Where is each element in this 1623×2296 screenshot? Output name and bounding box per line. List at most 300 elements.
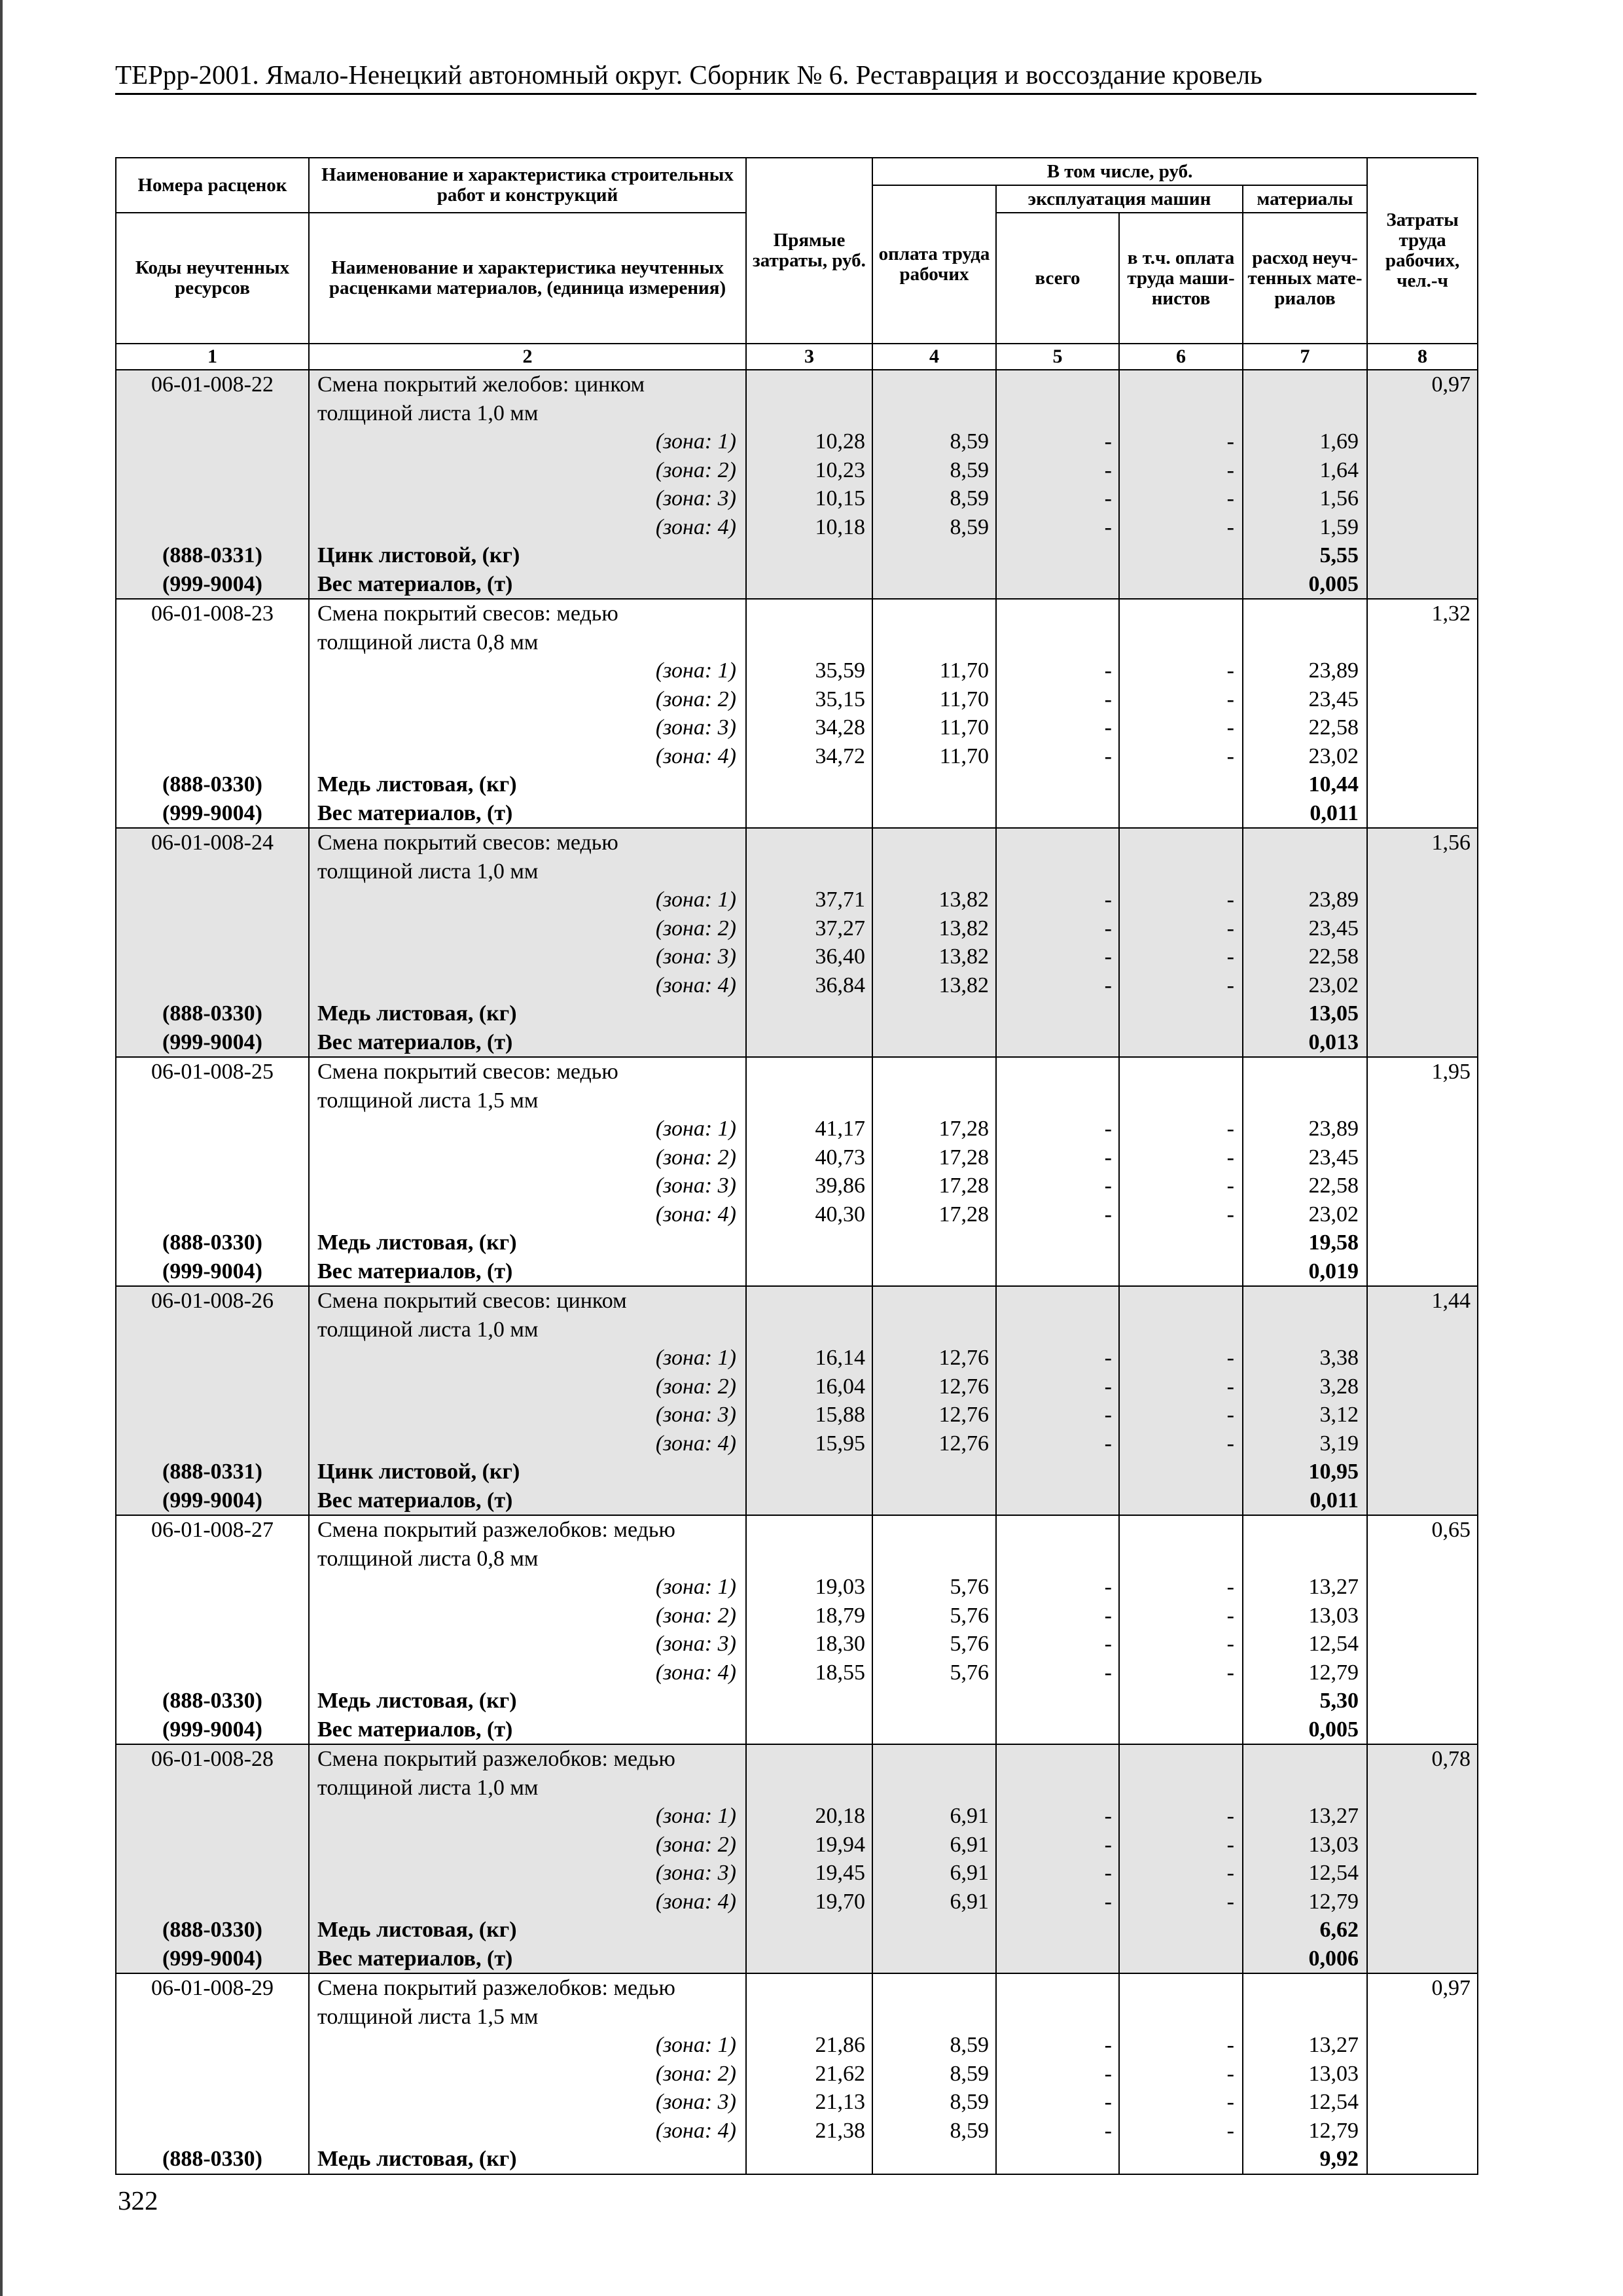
table-row: [116, 1515, 1478, 1545]
work-name-cont: толщиной листа 1,0 мм: [309, 399, 746, 428]
wages: [872, 799, 996, 829]
wages: 5,76: [872, 1659, 996, 1687]
direct-cost: [746, 770, 872, 799]
empty-cell: [872, 857, 996, 886]
col-number: 7: [1243, 344, 1367, 370]
price-table: [115, 157, 1478, 2175]
empty-cell: [872, 2003, 996, 2032]
machines-total: -: [996, 2031, 1119, 2060]
machinist-wages: [1119, 1057, 1243, 1086]
machinist-wages: -: [1119, 1630, 1243, 1659]
direct-cost: 36,84: [746, 971, 872, 1000]
wages: 11,70: [872, 742, 996, 771]
table-row: [116, 828, 1478, 857]
materials: [1243, 1515, 1367, 1545]
table-row: [116, 999, 1478, 1028]
rate-code: [116, 1630, 309, 1659]
materials: 1,56: [1243, 484, 1367, 513]
table-row: [116, 1200, 1478, 1229]
machinist-wages: -: [1119, 656, 1243, 685]
zone-label: (зона: 4): [309, 742, 746, 771]
machinist-wages: [1119, 599, 1243, 628]
machines-total: -: [996, 656, 1119, 685]
empty-cell: [996, 1774, 1119, 1803]
empty-cell: [746, 857, 872, 886]
direct-cost: [746, 1945, 872, 1974]
table-row: [116, 685, 1478, 714]
machines-total: -: [996, 1115, 1119, 1143]
table-row: [116, 2003, 1478, 2032]
resource-code: (888-0330): [116, 770, 309, 799]
wages: 6,91: [872, 1888, 996, 1916]
table-row: [116, 1086, 1478, 1115]
rate-code: [116, 484, 309, 513]
direct-cost: [746, 370, 872, 399]
work-name-cont: толщиной листа 1,0 мм: [309, 1774, 746, 1803]
col-number: 3: [746, 344, 872, 370]
machines-total: -: [996, 427, 1119, 456]
materials: 23,45: [1243, 1143, 1367, 1172]
direct-cost: [746, 1973, 872, 2003]
direct-cost: 34,72: [746, 742, 872, 771]
resource-name: Вес материалов, (т): [309, 1257, 746, 1287]
resource-quantity: 10,95: [1243, 1458, 1367, 1486]
rate-code: [116, 1115, 309, 1143]
rate-code: [116, 2060, 309, 2089]
empty-cell: [1367, 2003, 1478, 2032]
wages: 8,59: [872, 484, 996, 513]
empty-cell: [1367, 628, 1478, 657]
resource-name: Медь листовая, (кг): [309, 1229, 746, 1257]
table-row: [116, 1831, 1478, 1859]
wages: 13,82: [872, 886, 996, 914]
machinist-wages: -: [1119, 2060, 1243, 2089]
machines-total: -: [996, 1429, 1119, 1458]
wages: 17,28: [872, 1172, 996, 1200]
wages: [872, 1515, 996, 1545]
empty-cell: [1119, 1316, 1243, 1344]
labor-hours: 0,65: [1367, 1515, 1478, 1545]
machines-total: [996, 1515, 1119, 1545]
zone-label: (зона: 1): [309, 1115, 746, 1143]
materials: [1243, 1286, 1367, 1316]
machinist-wages: -: [1119, 1115, 1243, 1143]
materials: 12,54: [1243, 2088, 1367, 2117]
zone-label: (зона: 1): [309, 2031, 746, 2060]
page-header: ТЕРрр-2001. Ямало-Ненецкий автономный округ. Сборник № 6. Реставрация и воссоздание кровель: [115, 58, 1476, 95]
machines-total: -: [996, 1859, 1119, 1888]
resource-quantity: 0,005: [1243, 570, 1367, 600]
zone-label: (зона: 3): [309, 1172, 746, 1200]
machines-total: [996, 770, 1119, 799]
work-name: Смена покрытий разжелобков: медью: [309, 1515, 746, 1545]
labor-hours: [1367, 456, 1478, 485]
direct-cost: 16,04: [746, 1372, 872, 1401]
work-name: Смена покрытий разжелобков: медью: [309, 1744, 746, 1774]
direct-cost: 37,71: [746, 886, 872, 914]
zone-label: (зона: 3): [309, 713, 746, 742]
machinist-wages: [1119, 1973, 1243, 2003]
labor-hours: [1367, 1257, 1478, 1287]
empty-cell: [1367, 1774, 1478, 1803]
materials: 12,79: [1243, 2117, 1367, 2145]
machines-total: [996, 1744, 1119, 1774]
labor-hours: [1367, 1659, 1478, 1687]
direct-cost: 18,30: [746, 1630, 872, 1659]
machinist-wages: -: [1119, 1802, 1243, 1831]
labor-hours: [1367, 513, 1478, 542]
table-row: [116, 1602, 1478, 1630]
rate-code: [116, 1545, 309, 1573]
machinist-wages: -: [1119, 1172, 1243, 1200]
empty-cell: [746, 399, 872, 428]
resource-name: Медь листовая, (кг): [309, 770, 746, 799]
labor-hours: [1367, 685, 1478, 714]
labor-hours: [1367, 1602, 1478, 1630]
resource-code: (888-0330): [116, 999, 309, 1028]
table-row: [116, 1057, 1478, 1086]
zone-label: (зона: 2): [309, 685, 746, 714]
direct-cost: 19,45: [746, 1859, 872, 1888]
rate-code: [116, 1888, 309, 1916]
resource-quantity: 0,013: [1243, 1028, 1367, 1058]
machines-total: [996, 1715, 1119, 1745]
machinist-wages: -: [1119, 1888, 1243, 1916]
wages: [872, 1286, 996, 1316]
machines-total: -: [996, 1200, 1119, 1229]
machinist-wages: -: [1119, 1143, 1243, 1172]
table-row: [116, 1286, 1478, 1316]
machinist-wages: -: [1119, 1429, 1243, 1458]
rate-code: [116, 2003, 309, 2032]
machinist-wages: -: [1119, 427, 1243, 456]
labor-hours: 0,78: [1367, 1744, 1478, 1774]
rate-code: 06-01-008-23: [116, 599, 309, 628]
labor-hours: [1367, 1715, 1478, 1745]
labor-hours: [1367, 942, 1478, 971]
machines-total: [996, 1916, 1119, 1945]
empty-cell: [746, 1545, 872, 1573]
wages: 6,91: [872, 1831, 996, 1859]
labor-hours: [1367, 1945, 1478, 1974]
machines-total: [996, 1486, 1119, 1516]
direct-cost: 16,14: [746, 1344, 872, 1372]
wages: 8,59: [872, 2060, 996, 2089]
empty-cell: [1119, 857, 1243, 886]
wages: [872, 1973, 996, 2003]
materials: [1243, 828, 1367, 857]
labor-hours: [1367, 2060, 1478, 2089]
labor-hours: 0,97: [1367, 1973, 1478, 2003]
wages: [872, 1057, 996, 1086]
direct-cost: [746, 1515, 872, 1545]
table-row: [116, 1429, 1478, 1458]
empty-cell: [996, 1545, 1119, 1573]
materials: 22,58: [1243, 942, 1367, 971]
materials: 3,28: [1243, 1372, 1367, 1401]
empty-cell: [1367, 857, 1478, 886]
labor-hours: [1367, 742, 1478, 771]
resource-quantity: 0,011: [1243, 1486, 1367, 1516]
wages: [872, 570, 996, 600]
table-row: [116, 1344, 1478, 1372]
direct-cost: [746, 599, 872, 628]
labor-hours: [1367, 541, 1478, 570]
table-row: [116, 1945, 1478, 1974]
labor-hours: [1367, 1344, 1478, 1372]
materials: 1,69: [1243, 427, 1367, 456]
labor-hours: [1367, 1115, 1478, 1143]
materials: 23,02: [1243, 971, 1367, 1000]
machines-total: -: [996, 1143, 1119, 1172]
materials: 23,02: [1243, 742, 1367, 771]
work-name: Смена покрытий желобов: цинком: [309, 370, 746, 399]
zone-label: (зона: 4): [309, 1888, 746, 1916]
empty-cell: [746, 628, 872, 657]
empty-cell: [1243, 1774, 1367, 1803]
header-col1-bottom: Коды неучтенных ресурсов: [116, 213, 309, 344]
table-row: [116, 628, 1478, 657]
rate-code: 06-01-008-29: [116, 1973, 309, 2003]
labor-hours: [1367, 1200, 1478, 1229]
direct-cost: 18,55: [746, 1659, 872, 1687]
resource-code: (999-9004): [116, 799, 309, 829]
wages: [872, 770, 996, 799]
rate-code: [116, 1429, 309, 1458]
labor-hours: [1367, 1028, 1478, 1058]
empty-cell: [996, 628, 1119, 657]
rate-code: [116, 656, 309, 685]
empty-cell: [872, 1086, 996, 1115]
materials: [1243, 1744, 1367, 1774]
machinist-wages: -: [1119, 742, 1243, 771]
table-row: [116, 1687, 1478, 1715]
rate-code: 06-01-008-27: [116, 1515, 309, 1545]
empty-cell: [746, 2003, 872, 2032]
machinist-wages: -: [1119, 1200, 1243, 1229]
rate-code: [116, 1802, 309, 1831]
rate-code: [116, 1344, 309, 1372]
labor-hours: 1,44: [1367, 1286, 1478, 1316]
col-number: 6: [1119, 344, 1243, 370]
wages: [872, 370, 996, 399]
empty-cell: [1119, 399, 1243, 428]
table-row: [116, 1143, 1478, 1172]
wages: [872, 1945, 996, 1974]
table-row: [116, 1859, 1478, 1888]
table-row: [116, 1458, 1478, 1486]
resource-quantity: 0,005: [1243, 1715, 1367, 1745]
zone-label: (зона: 4): [309, 2117, 746, 2145]
materials: 23,89: [1243, 886, 1367, 914]
labor-hours: [1367, 713, 1478, 742]
rate-code: [116, 2088, 309, 2117]
wages: [872, 1687, 996, 1715]
materials: 23,45: [1243, 685, 1367, 714]
header-col1-top: Номера расценок: [116, 158, 309, 213]
resource-name: Медь листовая, (кг): [309, 1916, 746, 1945]
header-col3: Прямые затраты, руб.: [746, 158, 872, 344]
materials: 23,89: [1243, 1115, 1367, 1143]
table-row: [116, 599, 1478, 628]
resource-quantity: 13,05: [1243, 999, 1367, 1028]
machines-total: [996, 1257, 1119, 1287]
resource-name: Вес материалов, (т): [309, 1486, 746, 1516]
machines-total: -: [996, 914, 1119, 943]
page-number: 322: [118, 2185, 158, 2215]
zone-label: (зона: 3): [309, 484, 746, 513]
header-group: В том числе, руб.: [872, 158, 1367, 185]
wages: 5,76: [872, 1630, 996, 1659]
table-row: [116, 1802, 1478, 1831]
wages: [872, 1028, 996, 1058]
machinist-wages: [1119, 570, 1243, 600]
header-col7: расход неуч-тенных мате-риалов: [1243, 213, 1367, 344]
empty-cell: [872, 628, 996, 657]
table-row: [116, 742, 1478, 771]
rate-code: [116, 513, 309, 542]
labor-hours: [1367, 1429, 1478, 1458]
resource-name: Вес материалов, (т): [309, 570, 746, 600]
zone-label: (зона: 3): [309, 2088, 746, 2117]
table-row: [116, 713, 1478, 742]
resource-code: (888-0330): [116, 1687, 309, 1715]
header-col5: всего: [996, 213, 1119, 344]
labor-hours: [1367, 1859, 1478, 1888]
work-name: Смена покрытий разжелобков: медью: [309, 1973, 746, 2003]
direct-cost: 37,27: [746, 914, 872, 943]
wages: [872, 599, 996, 628]
table-row: [116, 484, 1478, 513]
wages: 13,82: [872, 914, 996, 943]
table-row: [116, 857, 1478, 886]
machinist-wages: -: [1119, 1573, 1243, 1602]
machinist-wages: [1119, 1028, 1243, 1058]
materials: 13,03: [1243, 1831, 1367, 1859]
materials: 23,89: [1243, 656, 1367, 685]
empty-cell: [1119, 1086, 1243, 1115]
empty-cell: [996, 1316, 1119, 1344]
resource-name: Цинк листовой, (кг): [309, 541, 746, 570]
rate-code: 06-01-008-28: [116, 1744, 309, 1774]
wages: [872, 1458, 996, 1486]
table-row: [116, 2117, 1478, 2145]
machines-total: -: [996, 484, 1119, 513]
resource-code: (888-0330): [116, 2145, 309, 2174]
wages: 8,59: [872, 2088, 996, 2117]
machinist-wages: -: [1119, 2088, 1243, 2117]
wages: [872, 1257, 996, 1287]
rate-code: [116, 886, 309, 914]
header-col2-top: Наименование и характеристика строительных работ и конструкций: [309, 158, 746, 213]
empty-cell: [1243, 857, 1367, 886]
machinist-wages: [1119, 828, 1243, 857]
table-row: [116, 1372, 1478, 1401]
machinist-wages: -: [1119, 685, 1243, 714]
table-row: [116, 570, 1478, 600]
zone-label: (зона: 2): [309, 914, 746, 943]
empty-cell: [746, 1316, 872, 1344]
machinist-wages: [1119, 1286, 1243, 1316]
direct-cost: 10,28: [746, 427, 872, 456]
machines-total: [996, 2145, 1119, 2174]
resource-quantity: 10,44: [1243, 770, 1367, 799]
zone-label: (зона: 4): [309, 1659, 746, 1687]
col-number: 8: [1367, 344, 1478, 370]
machines-total: -: [996, 1831, 1119, 1859]
direct-cost: 10,15: [746, 484, 872, 513]
machinist-wages: [1119, 1945, 1243, 1974]
rate-code: [116, 1372, 309, 1401]
rate-code: 06-01-008-24: [116, 828, 309, 857]
resource-quantity: 5,55: [1243, 541, 1367, 570]
table-row: [116, 370, 1478, 399]
col-number: 2: [309, 344, 746, 370]
wages: 6,91: [872, 1802, 996, 1831]
resource-code: (999-9004): [116, 1486, 309, 1516]
resource-name: Вес материалов, (т): [309, 1715, 746, 1745]
empty-cell: [1243, 399, 1367, 428]
zone-label: (зона: 2): [309, 1831, 746, 1859]
table-row: [116, 2088, 1478, 2117]
rate-code: [116, 942, 309, 971]
rate-code: [116, 1172, 309, 1200]
direct-cost: 21,86: [746, 2031, 872, 2060]
empty-cell: [1119, 628, 1243, 657]
table-row: [116, 1316, 1478, 1344]
rate-code: [116, 628, 309, 657]
rate-code: [116, 914, 309, 943]
direct-cost: 39,86: [746, 1172, 872, 1200]
table-row: [116, 914, 1478, 943]
header-machines: эксплуатация машин: [996, 185, 1243, 213]
wages: 8,59: [872, 2117, 996, 2145]
table-body: [116, 370, 1478, 2174]
table-row: [116, 942, 1478, 971]
machinist-wages: -: [1119, 886, 1243, 914]
rate-code: [116, 1316, 309, 1344]
zone-label: (зона: 2): [309, 2060, 746, 2089]
machinist-wages: -: [1119, 1602, 1243, 1630]
machines-total: -: [996, 886, 1119, 914]
direct-cost: 36,40: [746, 942, 872, 971]
table-row: [116, 971, 1478, 1000]
machines-total: [996, 370, 1119, 399]
rate-code: [116, 427, 309, 456]
col-number: 5: [996, 344, 1119, 370]
empty-cell: [996, 399, 1119, 428]
wages: 6,91: [872, 1859, 996, 1888]
machinist-wages: [1119, 1916, 1243, 1945]
resource-name: Вес материалов, (т): [309, 1945, 746, 1974]
machinist-wages: [1119, 2145, 1243, 2174]
machines-total: -: [996, 1573, 1119, 1602]
zone-label: (зона: 1): [309, 656, 746, 685]
work-name-cont: толщиной листа 1,5 мм: [309, 2003, 746, 2032]
rate-code: [116, 1573, 309, 1602]
labor-hours: [1367, 971, 1478, 1000]
direct-cost: [746, 1229, 872, 1257]
rate-code: 06-01-008-22: [116, 370, 309, 399]
resource-code: (888-0330): [116, 1229, 309, 1257]
rate-code: [116, 1143, 309, 1172]
materials: 12,79: [1243, 1659, 1367, 1687]
table-row: [116, 1401, 1478, 1429]
machinist-wages: -: [1119, 484, 1243, 513]
machines-total: [996, 541, 1119, 570]
machines-total: -: [996, 1602, 1119, 1630]
empty-cell: [872, 1774, 996, 1803]
